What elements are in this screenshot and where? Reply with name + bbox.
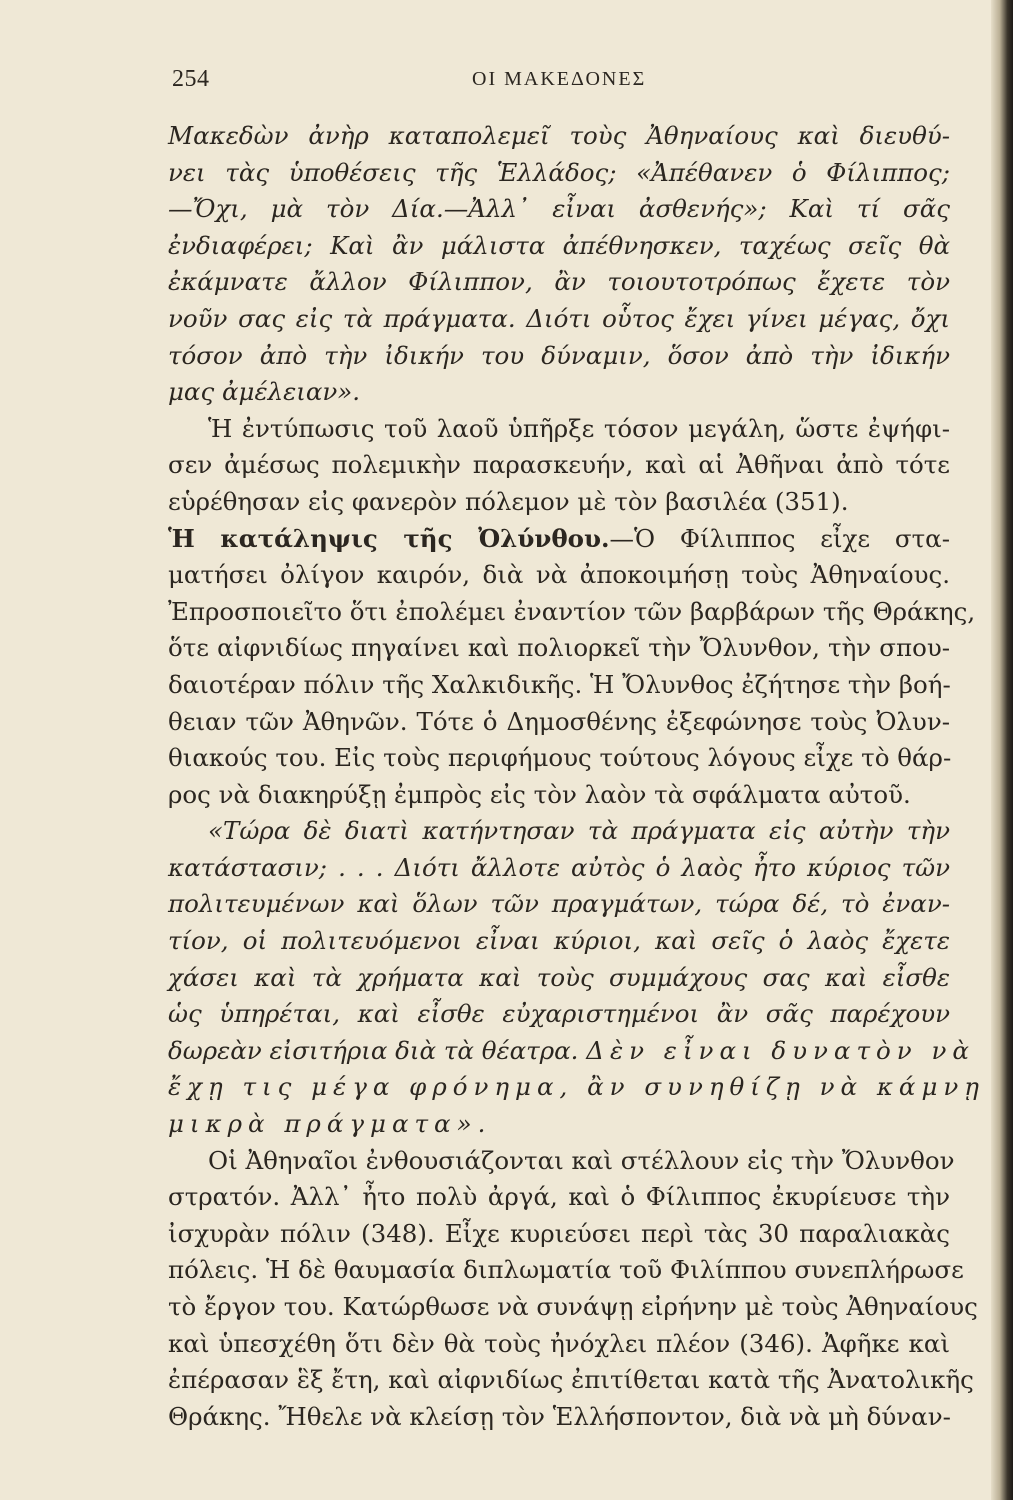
- page-edge-shadow: [991, 0, 1013, 1500]
- emphasized-text-line: μικρὰ πράγματα».: [168, 1109, 492, 1139]
- text-line: ἐνδιαφέρει; Καὶ ἂν μάλιστα ἀπέθνησκεν, ταχέως σεῖς θὰ: [168, 230, 950, 260]
- text-line: στρατόν. Ἀλλ᾽ ἦτο πολὺ ἀργά, καὶ ὁ Φίλιππος ἐκυρίευσε τὴν: [168, 1182, 950, 1212]
- text-line: ματήσει ὀλίγον καιρόν, διὰ νὰ ἀποκοιμήσῃ τοὺς Ἀθηναίους.: [168, 560, 950, 590]
- page-header: [172, 66, 952, 96]
- text-line: θιακούς του. Εἰς τοὺς περιφήμους τούτους λόγους εἶχε τὸ θάρ-: [168, 743, 952, 773]
- text-line: ἐκάμνατε ἄλλον Φίλιππον, ἂν τοιουτοτρόπως ἔχετε τὸν: [168, 267, 950, 297]
- body-text: [168, 118, 985, 1435]
- text-line: Ἐπροσποιεῖτο ὅτι ἐπολέμει ἐναντίον τῶν βαρβάρων τῆς Θράκης,: [168, 596, 976, 626]
- text-fragment: —Ὁ Φίλιππος εἶχε στα-: [609, 523, 950, 553]
- body-paragraph-final: [168, 1143, 978, 1436]
- emphasized-text-line: ἔχῃ τις μέγα φρόνημα, ἂν συνηθίζῃ νὰ κάμνῃ: [168, 1072, 985, 1102]
- body-paragraph-2: [168, 411, 950, 521]
- text-line: σεν ἀμέσως πολεμικὴν παρασκευήν, καὶ αἱ Ἀθῆναι ἀπὸ τότε: [168, 450, 950, 480]
- text-line-with-heading: [168, 521, 950, 558]
- text-line: τίον, οἱ πολιτευόμενοι εἶναι κύριοι, καὶ σεῖς ὁ λαὸς ἔχετε: [168, 926, 950, 956]
- text-line: τὸ ἔργον του. Κατώρθωσε νὰ συνάψῃ εἰρήνην μὲ τοὺς Ἀθηναίους: [168, 1292, 978, 1321]
- text-line: ὡς ὑπηρέται, καὶ εἶσθε εὐχαριστημένοι ἂν σᾶς παρέχουν: [168, 999, 950, 1029]
- text-line: χάσει καὶ τὰ χρήματα καὶ τοὺς συμμάχους σας καὶ εἶσθε: [168, 962, 950, 992]
- text-line: Ἡ ἐντύπωσις τοῦ λαοῦ ὑπῆρξε τόσον μεγάλη, ὥστε ἐψήφι-: [208, 413, 950, 443]
- text-line: ἰσχυρὰν πόλιν (348). Εἶχε κυριεύσει περὶ τὰς 30 παραλιακὰς: [168, 1218, 950, 1248]
- emphasized-text: Δὲν εἶναι δυνατὸν νὰ: [586, 1035, 975, 1065]
- text-line-with-emphasis: [168, 1033, 975, 1070]
- quotation-paragraph-demosthenes: [168, 813, 985, 1142]
- text-line: πόλεις. Ἡ δὲ θαυμασία διπλωματία τοῦ Φιλίππου συνεπλήρωσε: [168, 1255, 964, 1285]
- text-line: Θράκης. Ἤθελε νὰ κλείσῃ τὸν Ἑλλήσποντον, διὰ νὰ μὴ δύναν-: [168, 1401, 951, 1431]
- text-line: «Τώρα δὲ διατὶ κατήντησαν τὰ πράγματα εἰς αὐτὴν τὴν: [208, 816, 950, 846]
- section-paragraph-olynthus: [168, 521, 976, 814]
- section-heading: Ἡ κατάληψις τῆς Ὀλύνθου.: [168, 523, 610, 553]
- text-line: ὅτε αἰφνιδίως πηγαίνει καὶ πολιορκεῖ τὴν Ὄλυνθον, τὴν σπου-: [168, 633, 950, 663]
- text-line: τόσον ἀπὸ τὴν ἰδικήν του δύναμιν, ὅσον ἀπὸ τὴν ἰδικήν: [168, 340, 950, 370]
- quotation-paragraph-1: [168, 118, 950, 411]
- text-line: νοῦν σας εἰς τὰ πράγματα. Διότι οὗτος ἔχει γίνει μέγας, ὄχι: [168, 303, 950, 333]
- text-line: θειαν τῶν Ἀθηνῶν. Τότε ὁ Δημοσθένης ἐξεφώνησε τοὺς Ὀλυν-: [168, 706, 950, 736]
- text-line: Οἱ Ἀθηναῖοι ἐνθουσιάζονται καὶ στέλλουν εἰς τὴν Ὄλυνθον: [208, 1145, 955, 1175]
- text-line: Μακεδὼν ἀνὴρ καταπολεμεῖ τοὺς Ἀθηναίους καὶ διευθύ-: [168, 121, 950, 150]
- page-number: 254: [172, 66, 210, 92]
- running-title: ΟΙ ΜΑΚΕΔΟΝΕΣ: [472, 68, 647, 90]
- text-line: νει τὰς ὑποθέσεις τῆς Ἑλλάδος; «Ἀπέθανεν ὁ Φίλιππος;: [168, 157, 950, 187]
- text-line: δαιοτέραν πόλιν τῆς Χαλκιδικῆς. Ἡ Ὄλυνθος ἐζήτησε τὴν βοή-: [168, 669, 951, 699]
- text-line: μας ἀμέλειαν».: [168, 377, 361, 407]
- text-line: ρος νὰ διακηρύξῃ ἐμπρὸς εἰς τὸν λαὸν τὰ σφάλματα αὐτοῦ.: [168, 779, 911, 809]
- text-line: κατάστασιν; . . . Διότι ἄλλοτε αὐτὸς ὁ λαὸς ἦτο κύριος τῶν: [168, 852, 950, 882]
- text-line: καὶ ὑπεσχέθη ὅτι δὲν θὰ τοὺς ἠνόχλει πλέον (346). Ἀφῆκε καὶ: [168, 1328, 950, 1358]
- text-line: εὑρέθησαν εἰς φανερὸν πόλεμον μὲ τὸν βασιλέα (351).: [168, 486, 849, 516]
- text-line: —Ὄχι, μὰ τὸν Δία.—Ἀλλ᾽ εἶναι ἀσθενής»; Καὶ τί σᾶς: [168, 194, 950, 224]
- text-line: ἐπέρασαν ἓξ ἔτη, καὶ αἰφνιδίως ἐπιτίθεται κατὰ τῆς Ἀνατολικῆς: [168, 1365, 974, 1395]
- text-fragment: δωρεὰν εἰσιτήρια διὰ τὰ θέατρα.: [168, 1035, 579, 1065]
- text-line: πολιτευμένων καὶ ὅλων τῶν πραγμάτων, τώρα δέ, τὸ ἐναν-: [168, 889, 950, 919]
